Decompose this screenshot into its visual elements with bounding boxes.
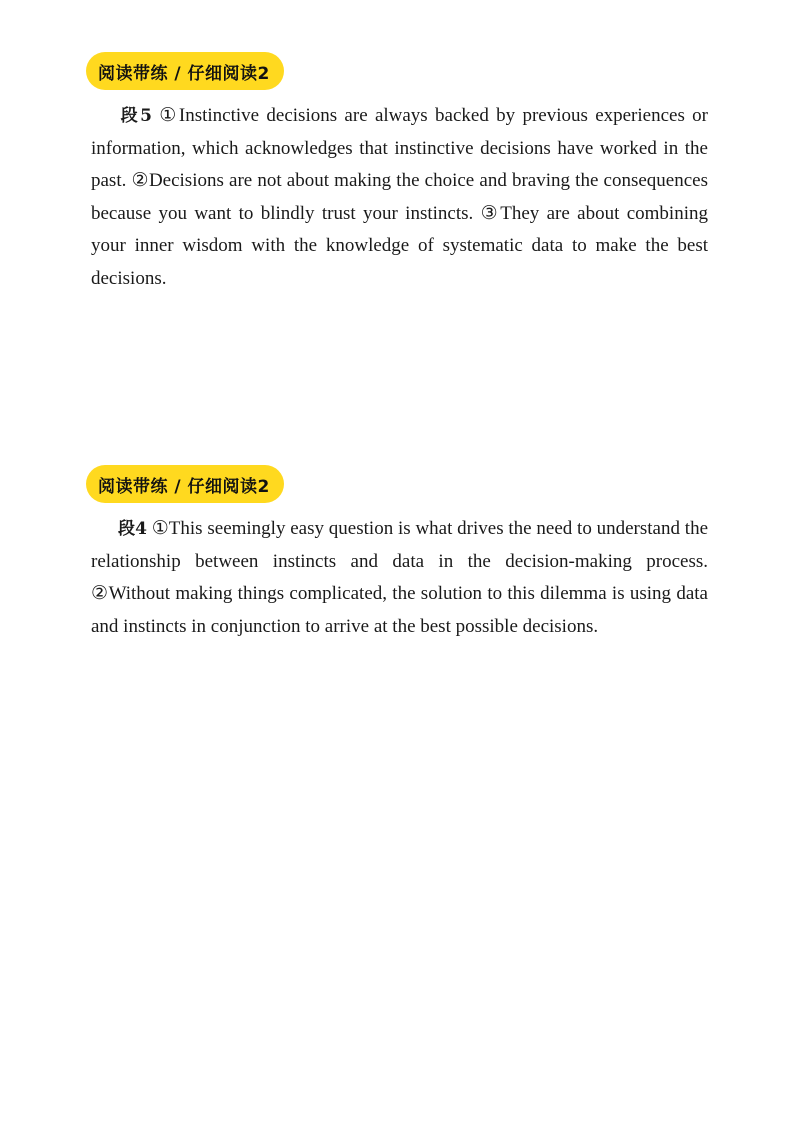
paragraph-text: ①Instinctive decisions are always backed by previous experiences or information, which acknowledges that instinctive decisions have worked in the past. ②Decisions are not about making the choice and braving the consequences because you want to blindly trust your instincts. ③They are about combining your inner wisdom with the knowledge of systematic data to make the best decisions. [91, 105, 708, 289]
paragraph-label: 段4 [118, 519, 147, 539]
paragraph-5 [91, 100, 708, 295]
paragraph-text: ①This seemingly easy question is what drives the need to understand the relationship between instincts and data in the decision-making process. ②Without making things complicated, the solution to this dilemma is using data and instincts in conjunction to arrive at the best possible decisions. [91, 518, 708, 637]
section-tag: 阅读带练 / 仔细阅读2 [86, 465, 284, 503]
paragraph-label: 段5 [118, 106, 152, 126]
paragraph-4 [91, 513, 708, 643]
section-tag: 阅读带练 / 仔细阅读2 [86, 52, 284, 90]
